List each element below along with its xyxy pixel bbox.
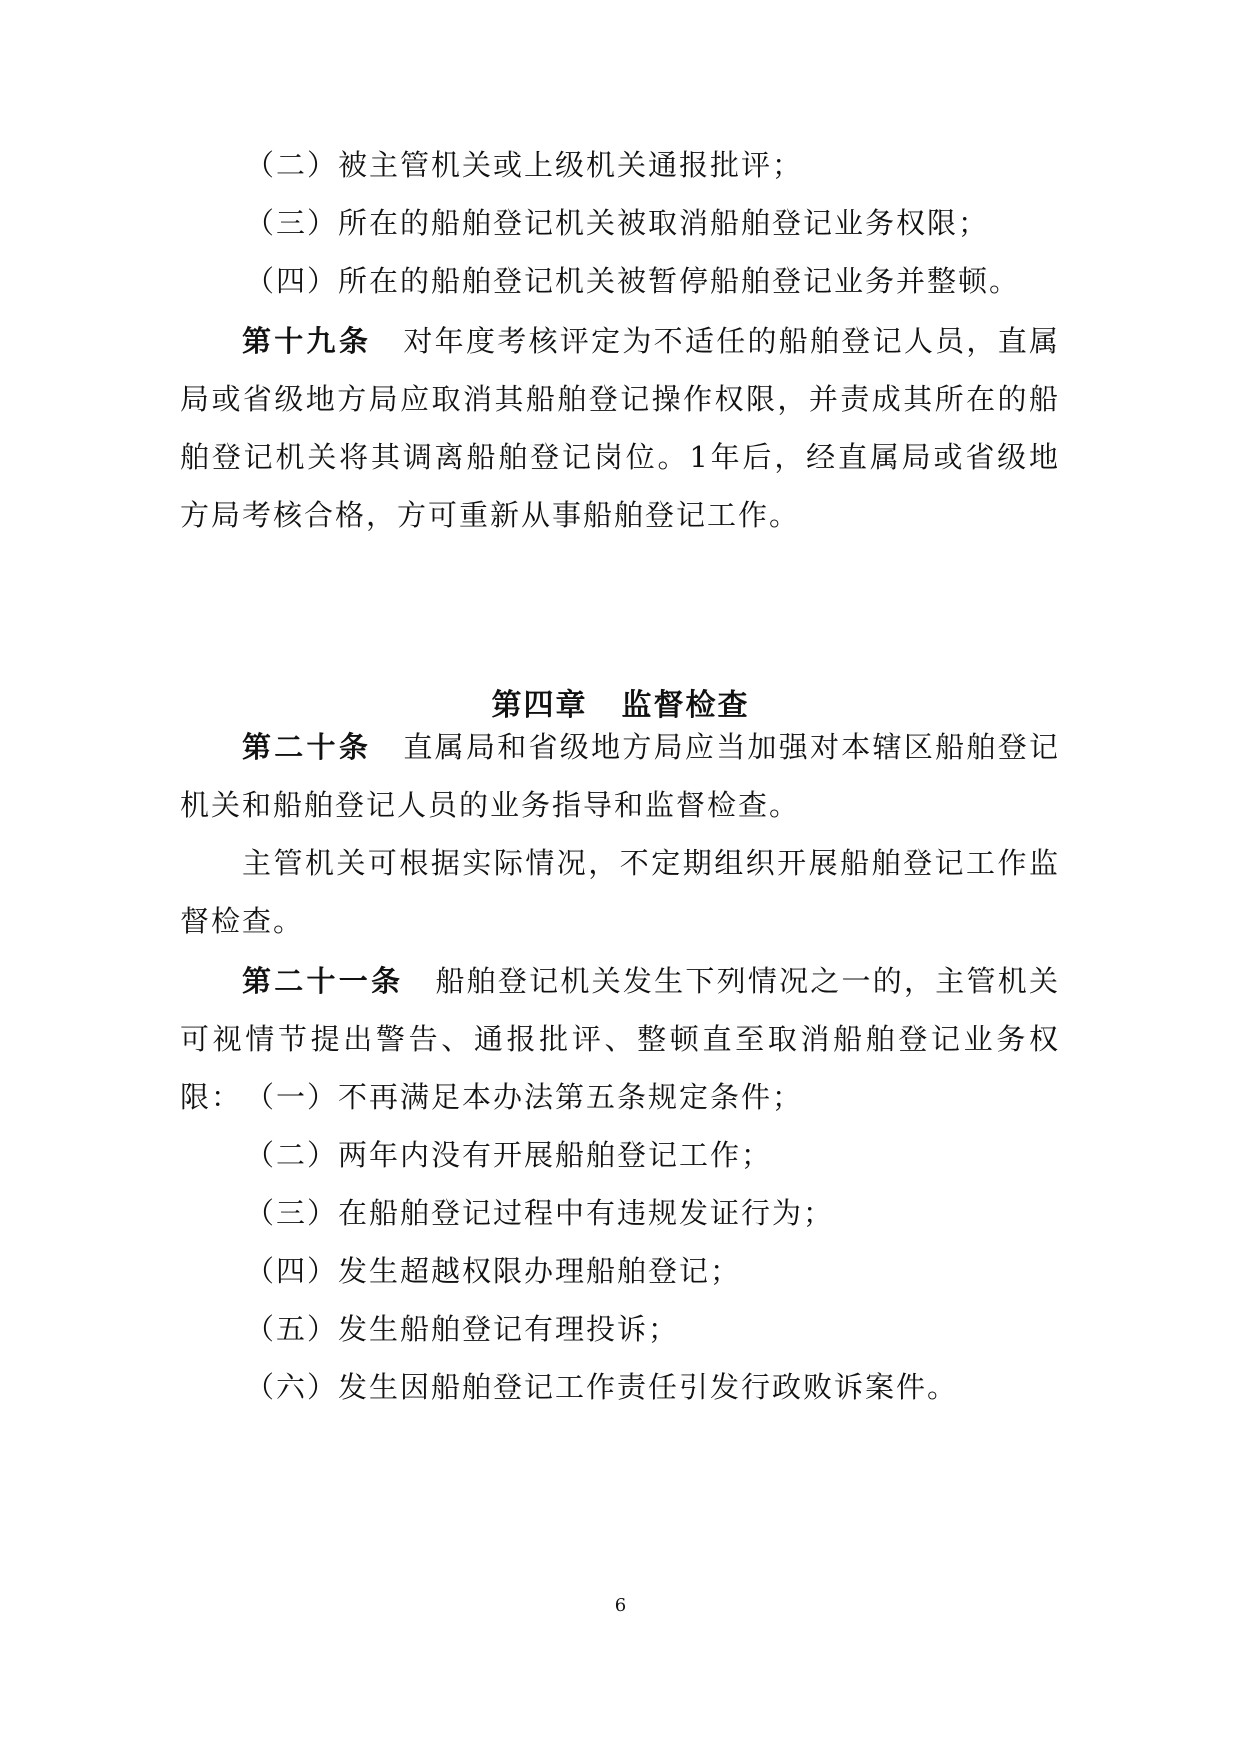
article-20-label: 第二十条 (242, 730, 372, 764)
list-item: （三）在船舶登记过程中有违规发证行为； (245, 1196, 835, 1230)
article-19-paragraph (180, 312, 1060, 544)
article-19-text: 对年度考核评定为不适任的船舶登记人员，直属局或省级地方局应取消其船舶登记操作权限，并责成其所在的船舶登记机关将其调离船舶登记岗位。1年后，经直属局或省级地方局考核合格，方可重新从事船舶登记工作。 (180, 324, 1060, 532)
chapter-title: 监督检查 (621, 688, 750, 723)
list-item: （三）所在的船舶登记机关被取消船舶登记业务权限； (245, 206, 990, 240)
list-item: （二）被主管机关或上级机关通报批评； (245, 148, 804, 182)
article-19-label: 第十九条 (242, 324, 372, 358)
list-item: （六）发生因船舶登记工作责任引发行政败诉案件。 (245, 1370, 959, 1404)
list-item: （四）发生超越权限办理船舶登记； (245, 1254, 742, 1288)
list-item: （四）所在的船舶登记机关被暂停船舶登记业务并整顿。 (245, 264, 1021, 298)
article-20-paragraph (180, 718, 1060, 834)
list-item: （二）两年内没有开展船舶登记工作； (245, 1138, 773, 1172)
article-21-text: 船舶登记机关发生下列情况之一的，主管机关可视情节提出警告、通报批评、整顿直至取消船舶登记业务权限： (180, 964, 1060, 1114)
article-20-text: 直属局和省级地方局应当加强对本辖区船舶登记机关和船舶登记人员的业务指导和监督检查。 (180, 730, 1060, 822)
list-item: （一）不再满足本办法第五条规定条件； (245, 1080, 804, 1114)
article-21-label: 第二十一条 (242, 964, 404, 998)
article-20-paragraph-2: 主管机关可根据实际情况，不定期组织开展船舶登记工作监督检查。 (180, 846, 1060, 938)
page-number: 6 (614, 1595, 627, 1616)
chapter-number: 第四章 (491, 688, 588, 723)
list-item: （五）发生船舶登记有理投诉； (245, 1312, 680, 1346)
